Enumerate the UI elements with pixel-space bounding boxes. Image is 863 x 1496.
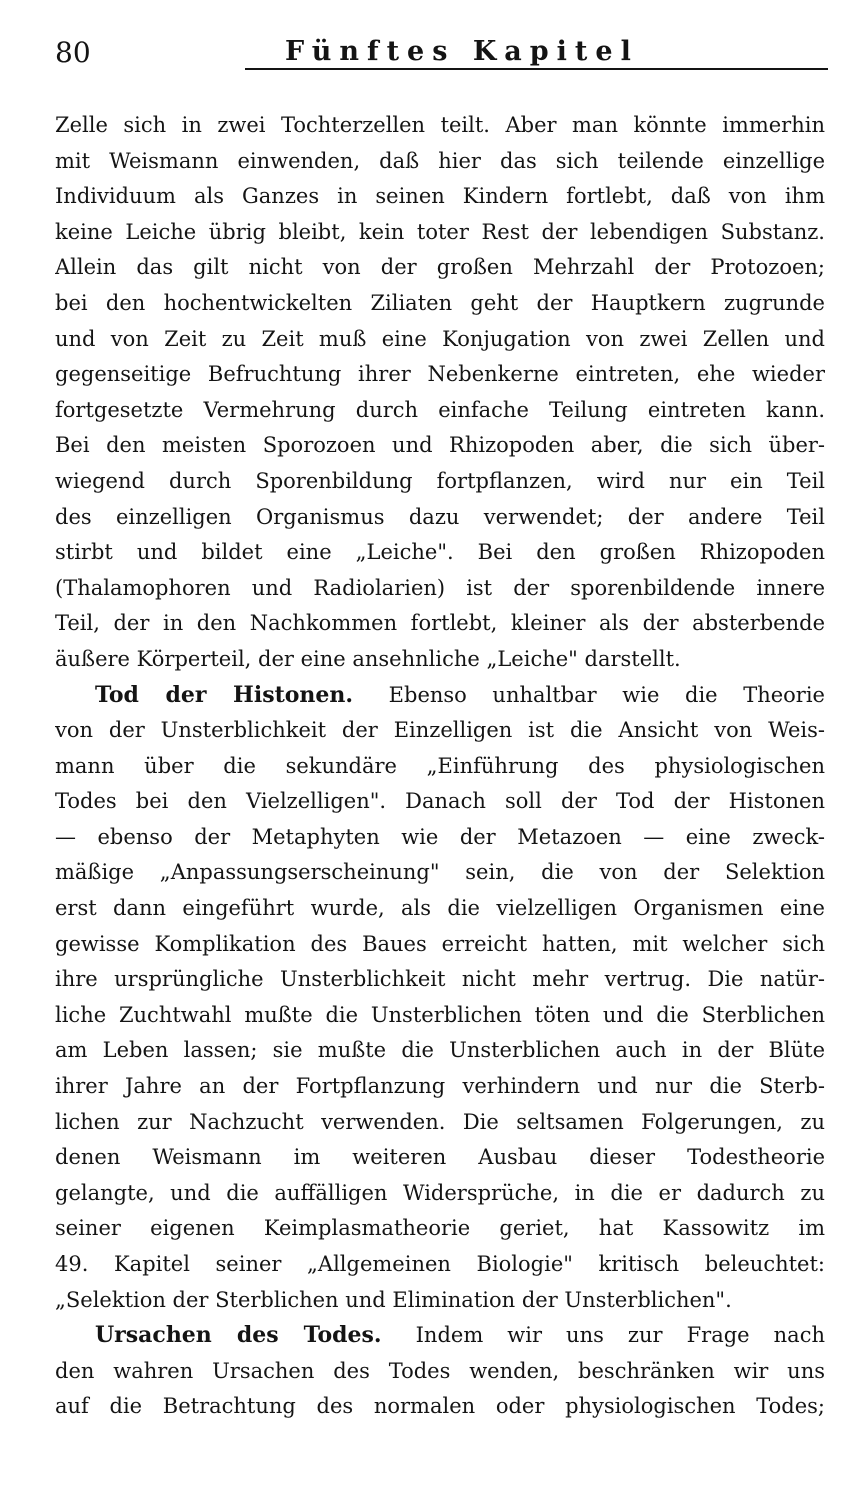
text-line: bei den hochentwickelten Ziliaten geht der Hauptkern zugrunde bbox=[55, 290, 825, 315]
page-number: 80 bbox=[55, 36, 91, 69]
text-run: Indem wir uns zur Frage nach bbox=[415, 1323, 825, 1348]
text-line: Allein das gilt nicht von der großen Mehrzahl der Protozoen; bbox=[55, 255, 825, 280]
text-line: gewisse Komplikation des Baues erreicht hatten, mit welcher sich bbox=[55, 931, 825, 956]
text-line: 49. Kapitel seiner „Allgemeinen Biologie" kritisch beleuchtet: bbox=[55, 1252, 825, 1276]
text-line: Bei den meisten Sporozoen und Rhizopoden aber, die sich über- bbox=[55, 433, 825, 458]
text-line: gegenseitige Befruchtung ihrer Nebenkerne eintreten, ehe wieder bbox=[55, 362, 825, 387]
text-line: lichen zur Nachzucht verwenden. Die seltsamen Folgerungen, zu bbox=[55, 1109, 825, 1134]
text-run: Ebenso unhaltbar wie die Theorie bbox=[388, 682, 825, 707]
text-line: ihrer Jahre an der Fortpflanzung verhindern und nur die Sterb- bbox=[55, 1074, 825, 1099]
text-line: liche Zuchtwahl mußte die Unsterblichen töten und die Sterblichen bbox=[55, 1002, 825, 1027]
page-header bbox=[55, 28, 828, 74]
text-line: und von Zeit zu Zeit muß eine Konjugation von zwei Zellen und bbox=[55, 326, 825, 351]
text-line: seiner eigenen Keimplasmatheorie geriet, hat Kassowitz im bbox=[55, 1216, 825, 1241]
section-heading-tod-der-histonen: Tod der Histonen. bbox=[95, 681, 354, 708]
text-line: — ebenso der Metaphyten wie der Metazoen — eine zweck- bbox=[55, 824, 825, 849]
text-line: Individuum als Ganzes in seinen Kindern fortlebt, daß von ihm bbox=[55, 184, 825, 209]
text-line: von der Unsterblichkeit der Einzelligen ist die Ansicht von Weis- bbox=[55, 718, 825, 743]
text-line: wiegend durch Sporenbildung fortpflanzen, wird nur ein Teil bbox=[55, 468, 825, 493]
text-line: erst dann eingeführt wurde, als die vielzelligen Organismen eine bbox=[55, 896, 825, 921]
text-line: (Thalamophoren und Radiolarien) ist der sporenbildende innere bbox=[55, 575, 825, 600]
text-line: äußere Körperteil, der eine ansehnliche „Leiche" darstellt. bbox=[55, 646, 681, 671]
text-line: Zelle sich in zwei Tochterzellen teilt. Aber man könnte immerhin bbox=[55, 113, 825, 137]
text-line: stirbt und bildet eine „Leiche". Bei den großen Rhizopoden bbox=[55, 540, 825, 565]
text-line: denen Weismann im weiteren Ausbau dieser Todestheorie bbox=[55, 1145, 825, 1170]
text-line: „Selektion der Sterblichen und Elimination der Unsterblichen". bbox=[55, 1287, 732, 1312]
text-line: den wahren Ursachen des Todes wenden, beschränken wir uns bbox=[55, 1358, 825, 1383]
text-line: fortgesetzte Vermehrung durch einfache Teilung eintreten kann. bbox=[55, 397, 825, 422]
running-title: Fünftes Kapitel bbox=[285, 36, 639, 67]
text-line: des einzelligen Organismus dazu verwendet; der andere Teil bbox=[55, 504, 825, 529]
body-text bbox=[55, 108, 825, 1425]
text-line: keine Leiche übrig bleibt, kein toter Rest der lebendigen Substanz. bbox=[55, 219, 825, 244]
text-line: Teil, der in den Nachkommen fortlebt, kleiner als der absterbende bbox=[55, 611, 825, 636]
text-line: gelangte, und die auffälligen Widersprüche, in die er dadurch zu bbox=[55, 1180, 825, 1205]
section-heading-ursachen-des-todes: Ursachen des Todes. bbox=[95, 1322, 382, 1349]
paragraph-first-line bbox=[55, 678, 825, 714]
text-line: am Leben lassen; sie mußte die Unsterblichen auch in der Blüte bbox=[55, 1038, 825, 1063]
text-line: mann über die sekundäre „Einführung des physiologischen bbox=[55, 753, 825, 778]
text-line: mäßige „Anpassungserscheinung" sein, die von der Selektion bbox=[55, 860, 825, 885]
text-line: mit Weismann einwenden, daß hier das sich teilende einzellige bbox=[55, 148, 825, 173]
paragraph-first-line bbox=[55, 1318, 825, 1354]
text-line: ihre ursprüngliche Unsterblichkeit nicht mehr vertrug. Die natür- bbox=[55, 967, 825, 992]
text-line: Todes bei den Vielzelligen". Danach soll der Tod der Histonen bbox=[55, 789, 825, 814]
text-line: auf die Betrachtung des normalen oder physiologischen Todes; bbox=[55, 1394, 825, 1419]
header-rule bbox=[245, 68, 828, 70]
